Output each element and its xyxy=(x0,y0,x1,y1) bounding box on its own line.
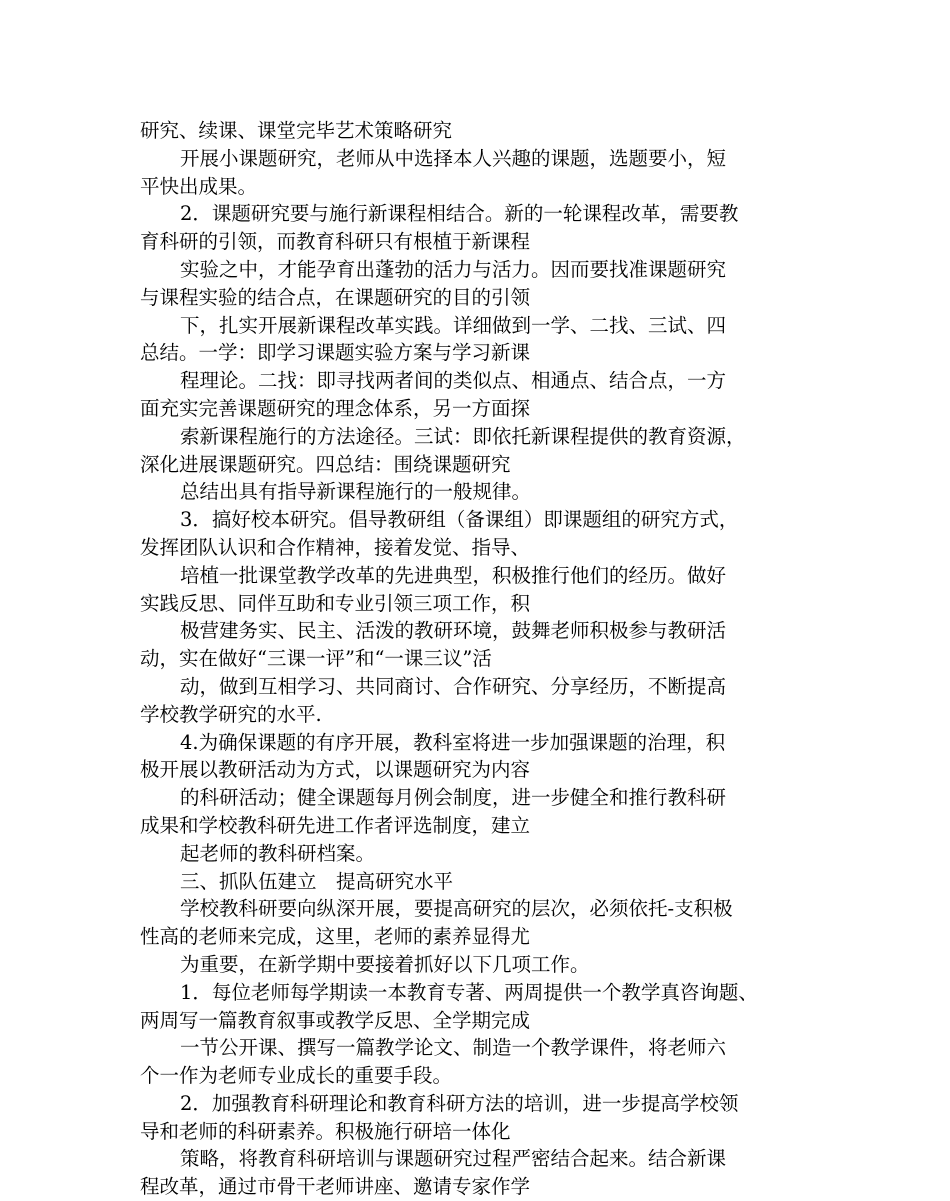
text-line: 一节公开课、撰写一篇教学论文、制造一个教学课件，将老师六 xyxy=(180,1036,727,1060)
text-line: 成果和学校教科研先进工作者评选制度，建立 xyxy=(140,813,531,837)
text-line: 总结出具有指导新课程施行的一般规律。 xyxy=(180,480,532,504)
text-line: 索新课程施行的方法途径。三试：即依托新课程提供的教育资源， xyxy=(180,424,746,448)
text-line: 极开展以教研活动为方式，以课题研究为内容 xyxy=(140,758,531,782)
text-line: 育科研的引领，而教育科研只有根植于新课程 xyxy=(140,230,531,254)
text-line: 与课程实验的结合点，在课题研究的目的引领 xyxy=(140,285,531,309)
text-line: 3．搞好校本研究。倡导教研组（备课组）即课题组的研究方式， xyxy=(180,508,739,532)
document-body xyxy=(140,117,840,1201)
text-line: 的科研活动；健全课题每月例会制度，进一步健全和推行教科研 xyxy=(180,786,727,810)
text-line: 导和老师的科研素养。积极施行研培一体化 xyxy=(140,1119,511,1143)
text-line: 为重要，在新学期中要接着抓好以下几项工作。 xyxy=(180,952,590,976)
text-line: 三、抓队伍建立 提高研究水平 xyxy=(180,869,454,893)
text-line: 动，做到互相学习、共同商讨、合作研究、分享经历，不断提高 xyxy=(180,674,727,698)
text-line: 平快出成果。 xyxy=(140,174,258,198)
text-line: 2．加强教育科研理论和教育科研方法的培训，进一步提高学校领 xyxy=(180,1091,739,1115)
text-line: 总结。一学：即学习课题实验方案与学习新课 xyxy=(140,341,531,365)
text-line: 深化进展课题研究。四总结：围绕课题研究 xyxy=(140,452,511,476)
text-line: 1．每位老师每学期读一本教育专著、两周提供一个教学真咨询题、 xyxy=(180,980,758,1004)
text-line: 学校教学研究的水平. xyxy=(140,702,322,726)
text-line: 两周写一篇教育叙事或教学反思、全学期完成 xyxy=(140,1008,531,1032)
text-line: 开展小课题研究，老师从中选择本人兴趣的课题，选题要小，短 xyxy=(180,146,727,170)
text-line: 起老师的教科研档案。 xyxy=(180,841,376,865)
text-line: 极营建务实、民主、活泼的教研环境，鼓舞老师积极参与教研活 xyxy=(180,619,727,643)
text-line: 程理论。二找：即寻找两者间的类似点、相通点、结合点，一方 xyxy=(180,369,727,393)
text-line: 程改革，通过市骨干老师讲座、邀请专家作学 xyxy=(140,1175,531,1199)
text-line: 面充实完善课题研究的理念体系，另一方面探 xyxy=(140,396,531,420)
text-line: 实验之中，才能孕育出蓬勃的活力与活力。因而要找准课题研究 xyxy=(180,257,727,281)
text-line: 动，实在做好“三课一评”和“一课三议”活 xyxy=(140,647,492,671)
text-line: 培植一批课堂教学改革的先进典型，积极推行他们的经历。做好 xyxy=(180,563,727,587)
text-line: 研究、续课、课堂完毕艺术策略研究 xyxy=(140,119,453,142)
text-line: 发挥团队认识和合作精神，接着发觉、指导、 xyxy=(140,535,531,559)
text-line: 4.为确保课题的有序开展，教科室将进一步加强课题的治理，积 xyxy=(180,730,726,754)
text-line: 实践反思、同伴互助和专业引领三项工作，积 xyxy=(140,591,531,615)
text-line: 学校教科研要向纵深开展，要提高研究的层次，必须依托-支积极 xyxy=(180,897,733,921)
text-line: 策略，将教育科研培训与课题研究过程严密结合起来。结合新课 xyxy=(180,1147,727,1171)
text-line: 下，扎实开展新课程改革实践。详细做到一学、二找、三试、四 xyxy=(180,313,727,337)
text-line: 2．课题研究要与施行新课程相结合。新的一轮课程改革，需要教 xyxy=(180,202,739,226)
text-line: 个一作为老师专业成长的重要手段。 xyxy=(140,1064,453,1088)
text-line: 性高的老师来完成，这里，老师的素养显得尤 xyxy=(140,925,531,949)
